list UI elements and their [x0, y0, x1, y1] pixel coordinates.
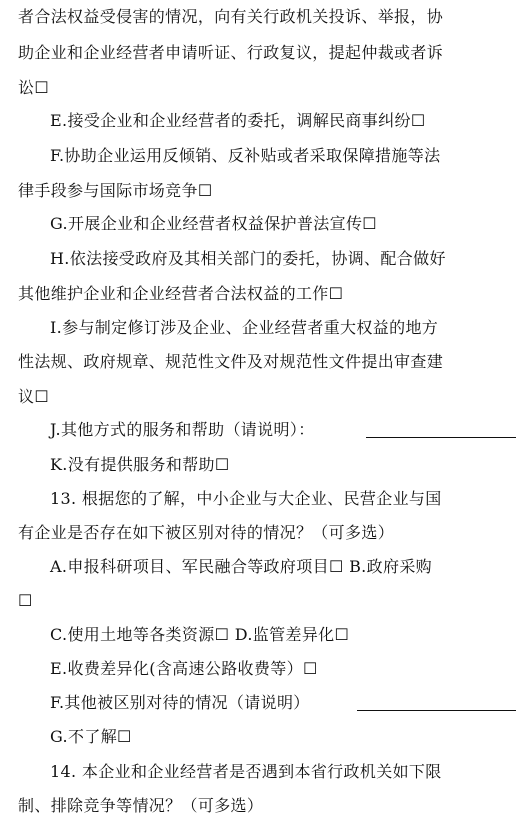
option-h-line: H.依法接受政府及其相关部门的委托，协调、配合做好	[50, 249, 446, 268]
text-line: 讼☐	[18, 78, 50, 97]
option-f-line: F.协助企业运用反倾销、反补贴或者采取保障措施等法	[50, 146, 441, 165]
checkbox-line: ☐	[18, 591, 33, 610]
option-e-line: E.接受企业和企业经营者的委托，调解民商事纠纷☐	[50, 111, 426, 130]
option-e-line: E.收费差异化(含高速公路收费等）☐	[50, 659, 318, 678]
fill-in-blank-f[interactable]	[357, 710, 516, 711]
option-c-d-line: C.使用土地等各类资源☐ D.监管差异化☐	[50, 625, 350, 644]
question-14-title: 14. 本企业和企业经营者是否遇到本省行政机关如下限	[50, 762, 442, 781]
option-k-line: K.没有提供服务和帮助☐	[50, 455, 230, 474]
fill-in-blank-j[interactable]	[366, 437, 516, 438]
option-a-b-line: A.申报科研项目、军民融合等政府项目☐ B.政府采购	[50, 557, 433, 576]
text-line: 律手段参与国际市场竞争☐	[18, 181, 213, 200]
text-line: 性法规、政府规章、规范性文件及对规范性文件提出审查建	[18, 352, 444, 371]
text-line: 制、排除竞争等情况？（可多选）	[18, 796, 264, 815]
text-line: 议☐	[18, 387, 50, 406]
text-line: 其他维护企业和企业经营者合法权益的工作☐	[18, 284, 344, 303]
option-f-line: F.其他被区别对待的情况（请说明）	[50, 693, 310, 712]
text-line: 助企业和企业经营者申请听证、行政复议，提起仲裁或者诉	[18, 43, 444, 62]
question-13-title: 13. 根据您的了解，中小企业与大企业、民营企业与国	[50, 489, 442, 508]
option-g-line: G.开展企业和企业经营者权益保护普法宣传☐	[50, 214, 377, 233]
text-line: 者合法权益受侵害的情况，向有关行政机关投诉、举报，协	[18, 7, 444, 26]
text-line: 有企业是否存在如下被区别对待的情况？（可多选）	[18, 523, 395, 542]
option-j-line: J.其他方式的服务和帮助（请说明）：	[50, 420, 315, 439]
option-i-line: I.参与制定修订涉及企业、企业经营者重大权益的地方	[50, 318, 439, 337]
option-g-line: G.不了解☐	[50, 727, 132, 746]
